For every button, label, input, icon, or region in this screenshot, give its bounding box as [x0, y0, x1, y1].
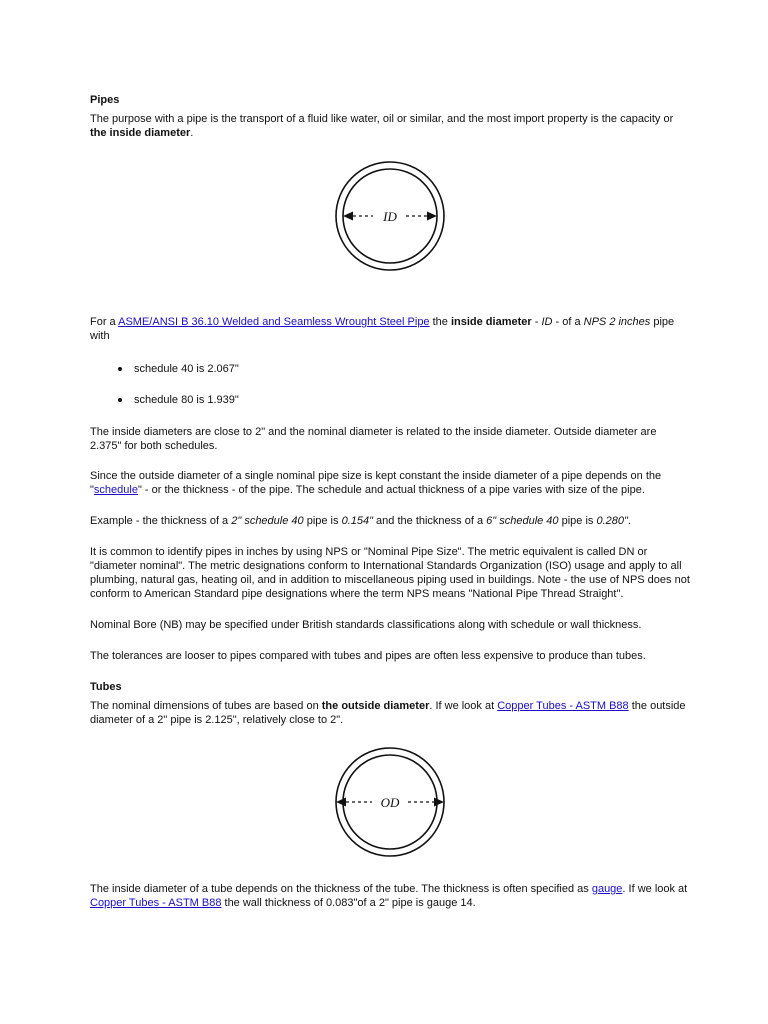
- tube-thickness-paragraph: The inside diameter of a tube depends on the thickness of the tube. The thickness is often specified as gauge. If we look at Copper Tubes - ASTM B88 the wall thickness of 0.083"of a 2" pipe is gauge 14.: [90, 883, 688, 909]
- outside-diameter-diagram: [330, 739, 450, 865]
- copper-tubes-link[interactable]: Copper Tubes - ASTM B88: [90, 897, 222, 909]
- asme-paragraph: For a ASME/ANSI B 36.10 Welded and Seamless Wrought Steel Pipe the inside diameter - ID - of a NPS 2 inches pipe with: [90, 316, 675, 342]
- list-item: schedule 40 is 2.067": [90, 362, 690, 376]
- tubes-heading: Tubes: [90, 681, 122, 693]
- schedule-list: [90, 362, 690, 407]
- pipes-heading: Pipes: [90, 94, 120, 106]
- od-label: OD: [380, 795, 400, 810]
- tolerances-paragraph: The tolerances are looser to pipes compared with tubes and pipes are often less expensive to produce than tubes.: [90, 650, 646, 662]
- schedule-link[interactable]: schedule: [93, 484, 138, 496]
- inside-diameters-paragraph: The inside diameters are close to 2" and the nominal diameter is related to the inside diameter. Outside diameter are 2.375" for both schedules.: [90, 426, 657, 452]
- gauge-link[interactable]: gauge: [591, 883, 623, 895]
- inside-diameter-bold: the inside diameter: [90, 127, 191, 139]
- inside-diameter-diagram: [330, 153, 450, 279]
- schedule-paragraph: Since the outside diameter of a single nominal pipe size is kept constant the inside diameter of a pipe depends on the "schedule" - or the thickness - of the pipe. The schedule and actual thickness of a pipe varies with size of the pipe.: [90, 470, 662, 496]
- article-body: [90, 93, 690, 910]
- nominal-bore-paragraph: Nominal Bore (NB) may be specified under British standards classifications along with schedule or wall thickness.: [90, 619, 642, 631]
- asme-b3610-link[interactable]: ASME/ANSI B 36.10 Welded and Seamless Wrought Steel Pipe: [118, 316, 430, 328]
- list-item: schedule 80 is 1.939": [90, 393, 690, 407]
- tubes-intro: The nominal dimensions of tubes are based on the outside diameter. If we look at Copper Tubes - ASTM B88 the outside diameter of a 2" pipe is 2.125", relatively close to 2".: [90, 700, 686, 726]
- nps-paragraph: It is common to identify pipes in inches by using NPS or "Nominal Pipe Size". The metric equivalent is called DN or "diameter nominal". The metric designations conform to International Standards Organization (ISO) usage and apply to all plumbing, natural gas, heating oil, and in addition to miscellaneous piping used in buildings. Note - the use of NPS does not conform to American Standard pipe designations where the term NPS means "National Pipe Thread Straight".: [90, 546, 690, 600]
- pipes-intro: The purpose with a pipe is the transport of a fluid like water, oil or similar, and the most import property is the capacity or the inside diameter.: [90, 113, 674, 139]
- id-label: ID: [383, 209, 397, 224]
- copper-tubes-link[interactable]: Copper Tubes - ASTM B88: [497, 700, 629, 712]
- example-paragraph: Example - the thickness of a 2" schedule 40 pipe is 0.154" and the thickness of a 6" schedule 40 pipe is 0.280".: [90, 515, 631, 527]
